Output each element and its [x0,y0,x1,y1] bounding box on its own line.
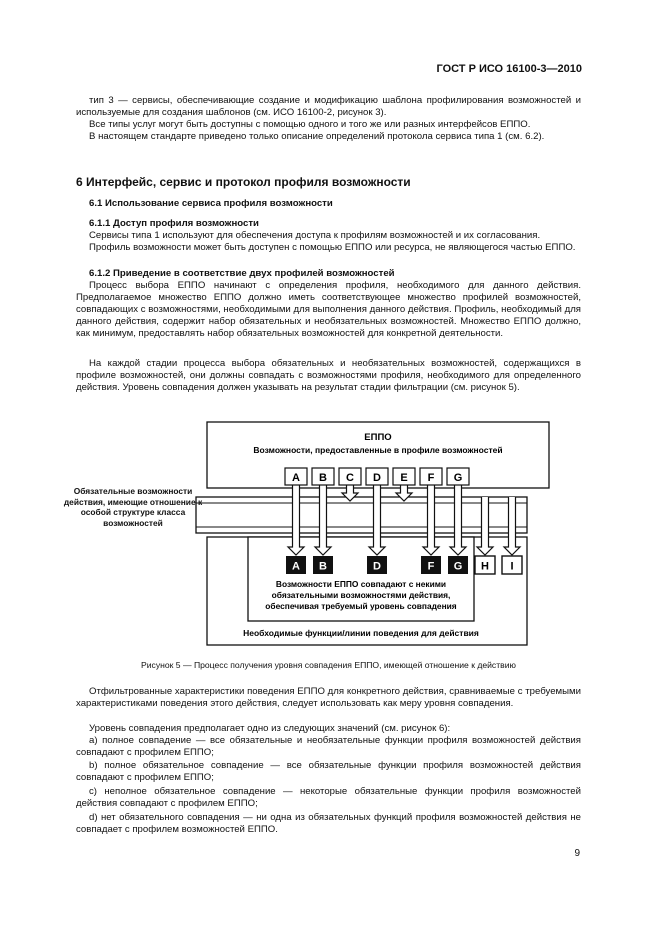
matched-letter-d: D [373,560,381,573]
section-6-1-2-title: 6.1.2 Приведение в соответствие двух профилей возможностей [89,268,395,279]
matched-letter-a: A [292,560,300,573]
section-6-1-title: 6.1 Использование сервиса профиля возможности [89,198,333,209]
capability-letter-a: A [292,472,300,484]
paragraph-filtered: Отфильтрованные характеристики поведения ЕППО для конкретного действия, сравниваемые с требуемыми характеристиками поведения этого действия, следует использовать как меру уровня совпадения. [76,686,581,710]
paragraph-interfaces: Все типы услуг могут быть доступны с помощью одного и того же или разных интерфейсов ЕППО. [89,119,531,130]
capability-letter-g: G [453,472,463,484]
capability-letter-b: B [319,472,327,484]
match-text-line-2: обязательными возможностями действия, [271,590,451,600]
paragraph-6-1-2-b: На каждой стадии процесса выбора обязательных и необязательных возможностей, содержащихся в профиле возможностей, они должны совпадать с возможностями профиля, необходимого для определенного действия. Уровень совпадения должен указывать на результат стадии фильтрации (см. рисунок 5). [76,358,581,394]
page-number: 9 [574,848,580,859]
unmatched-letter-h: H [481,560,489,573]
eppo-title: ЕППО [364,432,392,443]
capability-letter-d: D [373,472,381,484]
list-item-b: b) полное обязательное совпадение — все обязательные функции профиля возможностей действия совпадают с профилем ЕППО; [76,760,581,784]
unmatched-letter-i: I [510,560,514,573]
side-label: Обязательные возможности действия, имеющие отношение к особой структуре класса возможностей [63,486,203,528]
list-item-d: d) нет обязательного совпадения — ни одна из обязательных функций профиля возможностей действия не совпадает с профилем возможностей ЕППО. [76,812,581,836]
mandatory-band [196,497,527,533]
match-text-line-3: обеспечивая требуемый уровень совпадения [265,601,457,611]
paragraph-scope: В настоящем стандарте приведено только описание определений протокола сервиса типа 1 (см. 6.2). [89,131,545,142]
paragraph-type3: тип 3 — сервисы, обеспечивающие создание и модификацию шаблона профилирования возможностей и используемые для создания шаблонов (см. ИСО 16100-2, рисунок 3). [76,95,581,119]
paragraph-levels: Уровень совпадения предполагает одно из следующих значений (см. рисунок 6): [89,723,451,734]
eppo-subtitle: Возможности, предоставленные в профиле возможностей [253,445,503,455]
paragraph-6-1-2-a: Процесс выбора ЕППО начинают с определения профиля, необходимого для данного действия. Предполагаемое множество ЕППО должно иметь соответствующее множество профилей возможностей, совпадающих с возможностями, необходимыми для выполнения данного действия. Профиль, необходимый для данного действия, содержит набор обязательных и необязательных возможностей. Множество ЕППО должно, как минимум, предоставлять набор обязательных возможностей для конкретной деятельности. [76,280,581,340]
section-6-title: 6 Интерфейс, сервис и протокол профиля возможности [76,175,411,189]
capability-letter-f: F [427,472,435,484]
document-header: ГОСТ Р ИСО 16100-3—2010 [436,63,582,75]
figure-caption: Рисунок 5 — Процесс получения уровня совпадения ЕППО, имеющей отношение к действию [141,660,516,670]
capability-letter-e: E [400,472,408,484]
required-functions-label: Необходимые функции/линии поведения для действия [243,628,479,638]
list-item-a: a) полное совпадение — все обязательные и необязательные функции профиля возможностей действия совпадают с профилем ЕППО; [76,735,581,759]
list-item-c: c) неполное обязательное совпадение — некоторые обязательные функции профиля возможностей действия совпадают с профилем ЕППО; [76,786,581,810]
matched-letter-b: B [319,560,327,573]
matched-letter-f: F [427,560,435,573]
section-6-1-1-title: 6.1.1 Доступ профиля возможности [89,218,259,229]
match-text-line-1: Возможности ЕППО совпадают с некими [275,579,447,589]
paragraph-6-1-1-a: Сервисы типа 1 используют для обеспечения доступа к профилям возможностей и их согласования. [89,230,541,241]
matched-letter-g: G [453,560,463,573]
capability-letter-c: C [346,472,354,484]
paragraph-6-1-1-b: Профиль возможности может быть доступен с помощью ЕППО или ресурса, не являющегося частью ЕППО. [89,242,576,253]
